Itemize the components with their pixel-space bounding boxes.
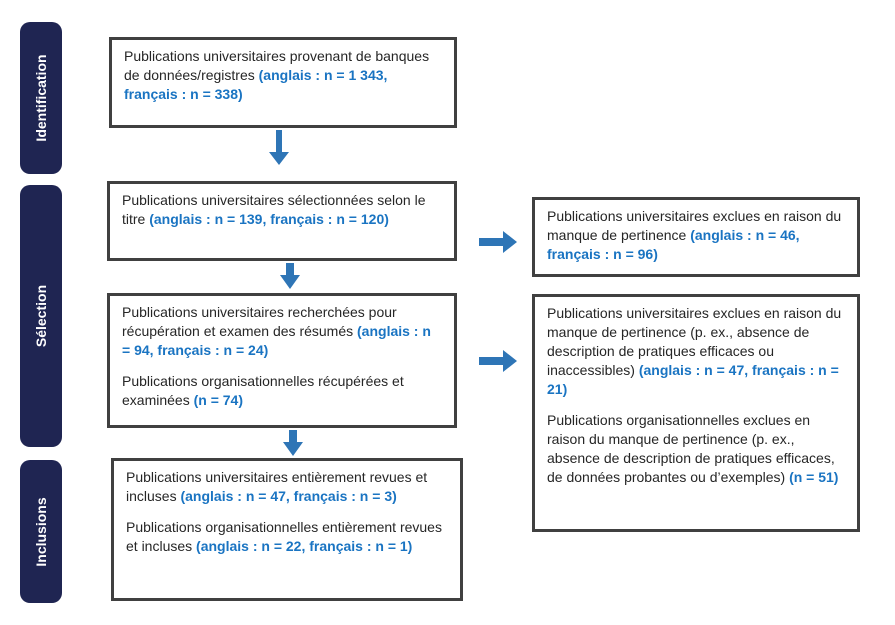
phase-selection — [20, 185, 62, 447]
included-academic-counts: (anglais : n = 47, français : n = 3) — [180, 488, 397, 504]
identification-text: Publications universitaires provenant de banques de données/registres — [124, 48, 430, 83]
retrieved-org-text: Publications organisationnelles récupérées et examinées — [122, 373, 404, 408]
included-org-text: Publications organisationnelles entièrement revues et incluses — [126, 519, 442, 554]
identification-box — [109, 37, 457, 128]
arrow-right-icon — [479, 231, 517, 253]
phase-inclusions — [20, 460, 62, 603]
phase-selection-label: Sélection — [33, 284, 49, 348]
included-academic-text: Publications universitaires entièrement revues et incluses — [126, 469, 428, 504]
retrieved-academic-counts: (anglais : n = 94, français : n = 24) — [122, 323, 431, 358]
excluded-title-box — [532, 197, 860, 277]
arrow-down-icon — [282, 430, 304, 456]
retrieved-org-counts: (n = 74) — [193, 392, 243, 408]
arrow-down-icon — [268, 130, 290, 165]
arrow-right-icon — [479, 350, 517, 372]
phase-identification-label: Identification — [33, 54, 49, 142]
included-box — [111, 458, 463, 601]
excluded-title-counts: (anglais : n = 46, français : n = 96) — [547, 227, 800, 262]
excluded-abstract-org-text: Publications organisationnelles exclues en raison du manque de pertinence (p. ex., absence de description de pratiques efficaces, de données probantes ou d’exemples) — [547, 412, 835, 485]
excluded-abstract-academic-text: Publications universitaires exclues en raison du manque de pertinence (p. ex., absence de description de pratiques efficaces ou inaccessibles) — [547, 305, 842, 378]
screened-title-counts: (anglais : n = 139, français : n = 120) — [149, 211, 389, 227]
excluded-abstract-org-counts: (n = 51) — [789, 469, 839, 485]
excluded-title-text: Publications universitaires exclues en raison du manque de pertinence — [547, 208, 842, 243]
arrow-down-icon — [279, 263, 301, 289]
included-org-counts: (anglais : n = 22, français : n = 1) — [196, 538, 413, 554]
screened-title-text: Publications universitaires sélectionnées selon le titre — [122, 192, 426, 227]
phase-identification — [20, 22, 62, 174]
excluded-abstract-academic-counts: (anglais : n = 47, français : n = 21) — [547, 362, 839, 397]
phase-inclusions-label: Inclusions — [33, 496, 49, 567]
retrieved-academic-text: Publications universitaires recherchées pour récupération et examen des résumés — [122, 304, 397, 339]
identification-counts: (anglais : n = 1 343, français : n = 338) — [124, 67, 388, 102]
excluded-abstract-box — [532, 294, 860, 532]
screened-title-box — [107, 181, 457, 261]
retrieved-box — [107, 293, 457, 428]
